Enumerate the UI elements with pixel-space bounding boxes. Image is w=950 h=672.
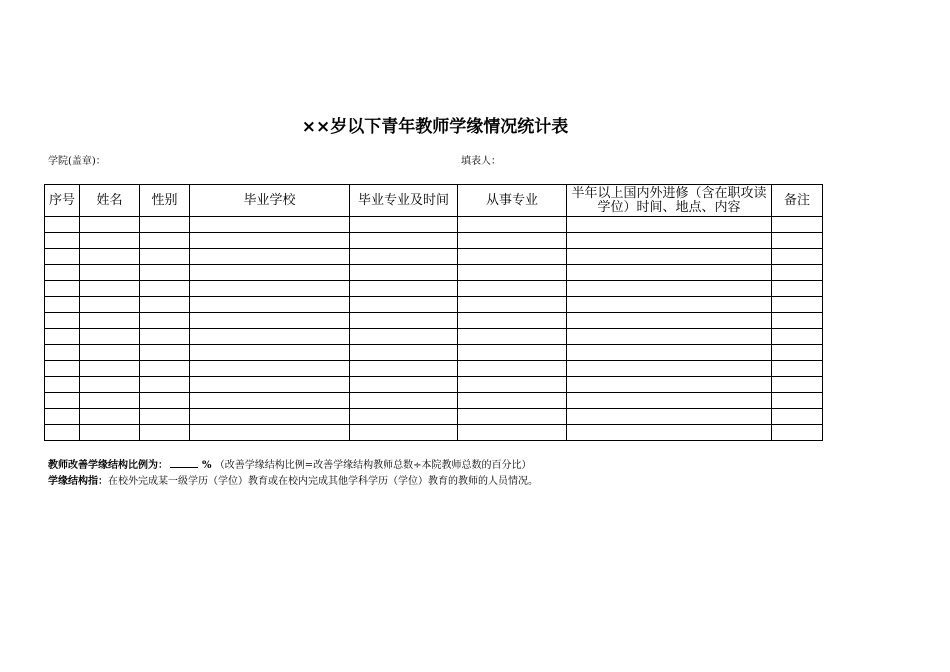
table-cell[interactable] [567, 377, 772, 393]
table-cell[interactable] [772, 329, 823, 345]
table-cell[interactable] [458, 217, 567, 233]
table-cell[interactable] [350, 233, 458, 249]
table-cell[interactable] [772, 361, 823, 377]
table-cell[interactable] [772, 393, 823, 409]
table-row [45, 281, 823, 297]
table-cell[interactable] [190, 425, 350, 441]
table-cell[interactable] [772, 313, 823, 329]
table-cell[interactable] [567, 313, 772, 329]
table-row [45, 361, 823, 377]
table-cell[interactable] [45, 249, 80, 265]
table-cell[interactable] [772, 249, 823, 265]
table-cell[interactable] [80, 425, 140, 441]
table-cell[interactable] [350, 217, 458, 233]
table-cell[interactable] [140, 425, 190, 441]
table-cell[interactable] [458, 297, 567, 313]
table-row [45, 409, 823, 425]
table-cell[interactable] [80, 249, 140, 265]
table-row [45, 249, 823, 265]
table-cell[interactable] [190, 409, 350, 425]
table-cell[interactable] [772, 281, 823, 297]
table-cell[interactable] [190, 345, 350, 361]
table-cell[interactable] [772, 217, 823, 233]
table-cell[interactable] [772, 345, 823, 361]
college-stamp-label: 学院(盖章)： [48, 156, 106, 167]
table-cell[interactable] [140, 217, 190, 233]
table-cell[interactable] [567, 281, 772, 297]
table-cell[interactable] [772, 265, 823, 281]
table-cell[interactable] [140, 377, 190, 393]
table-cell[interactable] [80, 393, 140, 409]
ratio-unit: % [202, 460, 212, 471]
table-cell[interactable] [458, 409, 567, 425]
table-cell[interactable] [190, 281, 350, 297]
header-further-study: 半年以上国内外进修（含在职攻读学位）时间、地点、内容 [567, 185, 772, 217]
header-serial-number: 序号 [45, 185, 80, 217]
table-cell[interactable] [458, 425, 567, 441]
table-cell[interactable] [772, 425, 823, 441]
header-name: 姓名 [80, 185, 140, 217]
table-cell[interactable] [140, 329, 190, 345]
table-cell[interactable] [80, 233, 140, 249]
table-cell[interactable] [190, 329, 350, 345]
table-cell[interactable] [45, 425, 80, 441]
table-cell[interactable] [190, 297, 350, 313]
table-cell[interactable] [458, 345, 567, 361]
table-row [45, 345, 823, 361]
table-cell[interactable] [772, 377, 823, 393]
table-cell[interactable] [458, 393, 567, 409]
table-cell[interactable] [350, 313, 458, 329]
table-cell[interactable] [567, 217, 772, 233]
table-cell[interactable] [45, 329, 80, 345]
header-remarks: 备注 [772, 185, 823, 217]
definition-text: 在校外完成某一级学历（学位）教育或在校内完成其他学科学历（学位）教育的教师的人员情况。 [108, 476, 538, 487]
table-cell[interactable] [45, 217, 80, 233]
table-cell[interactable] [567, 249, 772, 265]
table-cell[interactable] [567, 297, 772, 313]
table-cell[interactable] [140, 361, 190, 377]
table-cell[interactable] [350, 345, 458, 361]
table-cell[interactable] [80, 361, 140, 377]
table-row [45, 297, 823, 313]
table-cell[interactable] [567, 233, 772, 249]
definition-label: 学缘结构指： [48, 476, 108, 487]
table-row [45, 265, 823, 281]
table-cell[interactable] [458, 265, 567, 281]
table-row [45, 377, 823, 393]
table-cell[interactable] [140, 345, 190, 361]
table-header-row [45, 185, 823, 217]
table-cell[interactable] [190, 217, 350, 233]
table-cell[interactable] [190, 249, 350, 265]
table-cell[interactable] [45, 409, 80, 425]
table-cell[interactable] [140, 265, 190, 281]
header-major-and-time: 毕业专业及时间 [350, 185, 458, 217]
table-cell[interactable] [190, 393, 350, 409]
table-body [45, 217, 823, 441]
header-gender: 性别 [140, 185, 190, 217]
table-cell[interactable] [45, 297, 80, 313]
table-cell[interactable] [140, 409, 190, 425]
table-cell[interactable] [190, 361, 350, 377]
table-cell[interactable] [190, 377, 350, 393]
table-cell[interactable] [140, 313, 190, 329]
ratio-formula: （改善学缘结构比例=改善学缘结构教师总数÷本院教师总数的百分比） [214, 460, 532, 471]
table-cell[interactable] [458, 361, 567, 377]
table-cell[interactable] [567, 265, 772, 281]
table-cell[interactable] [772, 233, 823, 249]
table-cell[interactable] [350, 361, 458, 377]
table-cell[interactable] [458, 329, 567, 345]
table-cell[interactable] [458, 281, 567, 297]
table-cell[interactable] [350, 265, 458, 281]
table-row [45, 393, 823, 409]
table-cell[interactable] [80, 409, 140, 425]
table-cell[interactable] [45, 345, 80, 361]
table-cell[interactable] [190, 313, 350, 329]
table-cell[interactable] [80, 281, 140, 297]
table-cell[interactable] [140, 281, 190, 297]
table-cell[interactable] [772, 409, 823, 425]
table-cell[interactable] [350, 297, 458, 313]
table-cell[interactable] [190, 265, 350, 281]
table-cell[interactable] [350, 329, 458, 345]
table-cell[interactable] [45, 313, 80, 329]
table-cell[interactable] [80, 329, 140, 345]
page-title: ××岁以下青年教师学缘情况统计表 [301, 117, 569, 137]
table-cell[interactable] [140, 249, 190, 265]
ratio-label: 教师改善学缘结构比例为： [48, 460, 168, 471]
table-cell[interactable] [45, 265, 80, 281]
table-row [45, 313, 823, 329]
table-cell[interactable] [567, 409, 772, 425]
notes-section [48, 458, 538, 490]
table-cell[interactable] [350, 393, 458, 409]
table-cell[interactable] [45, 361, 80, 377]
table-cell[interactable] [350, 425, 458, 441]
table-cell[interactable] [567, 425, 772, 441]
table-cell[interactable] [350, 281, 458, 297]
table-cell[interactable] [567, 361, 772, 377]
table-cell[interactable] [458, 377, 567, 393]
table-cell[interactable] [350, 249, 458, 265]
table-cell[interactable] [45, 393, 80, 409]
table-cell[interactable] [140, 297, 190, 313]
table-cell[interactable] [458, 249, 567, 265]
filler-label: 填表人： [461, 156, 501, 167]
ratio-line [48, 458, 538, 474]
table-cell[interactable] [80, 345, 140, 361]
table-cell[interactable] [45, 281, 80, 297]
table-cell[interactable] [45, 377, 80, 393]
table-cell[interactable] [80, 297, 140, 313]
table-cell[interactable] [80, 265, 140, 281]
table-row [45, 233, 823, 249]
table-cell[interactable] [45, 233, 80, 249]
table-cell[interactable] [567, 329, 772, 345]
table-cell[interactable] [567, 393, 772, 409]
table-cell[interactable] [80, 217, 140, 233]
table-cell[interactable] [458, 233, 567, 249]
table-cell[interactable] [567, 345, 772, 361]
table-row [45, 329, 823, 345]
table-cell[interactable] [80, 313, 140, 329]
header-current-field: 从事专业 [458, 185, 567, 217]
table-cell[interactable] [350, 409, 458, 425]
statistics-table [44, 184, 823, 441]
ratio-blank[interactable] [170, 458, 198, 468]
table-cell[interactable] [140, 393, 190, 409]
table-cell[interactable] [350, 377, 458, 393]
table-row [45, 217, 823, 233]
table-cell[interactable] [772, 297, 823, 313]
table-cell[interactable] [458, 313, 567, 329]
table-cell[interactable] [140, 233, 190, 249]
table-row [45, 425, 823, 441]
header-graduate-school: 毕业学校 [190, 185, 350, 217]
definition-line [48, 474, 538, 490]
table-cell[interactable] [190, 233, 350, 249]
table-cell[interactable] [80, 377, 140, 393]
